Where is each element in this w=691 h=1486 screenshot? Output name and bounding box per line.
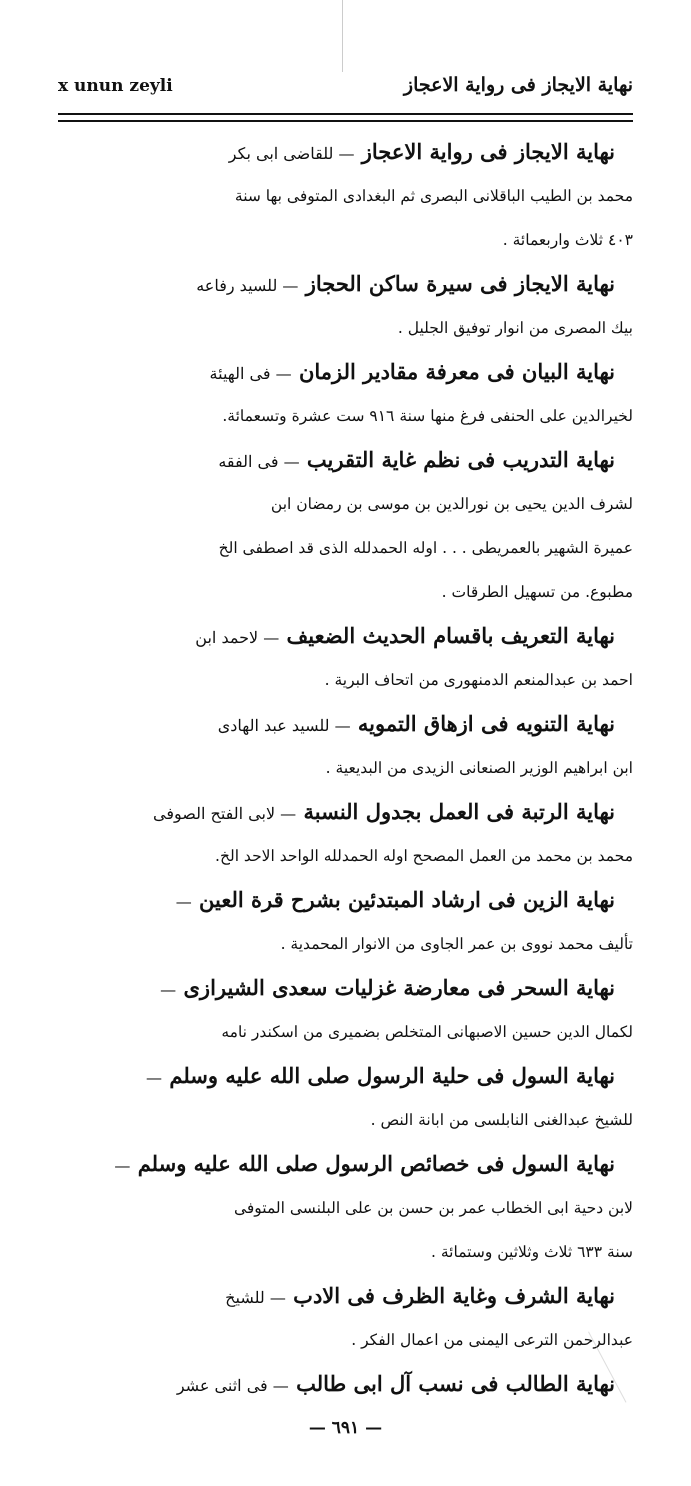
entry-attribution: — للقاضى ابى بكر xyxy=(228,144,355,163)
entry-title: نهاية التنويه فى ازهاق التمويه xyxy=(357,711,615,736)
entry-title: نهاية الايجاز فى رواية الاعجاز xyxy=(361,139,615,164)
entry-text-line: سنة ٦٣٣ ثلاث وثلاثين وستمائة . xyxy=(431,1243,633,1261)
entry-title-line xyxy=(58,350,633,394)
entry xyxy=(58,130,633,262)
running-header xyxy=(58,74,633,108)
entry-attribution: — xyxy=(160,980,177,999)
entry-text-line: لكمال الدين حسين الاصبهانى المتخلص بضميرى من اسكندر نامه xyxy=(221,1023,633,1041)
entry-attribution: — xyxy=(114,1156,131,1175)
entry-attribution: — فى الفقه xyxy=(218,452,300,471)
entry xyxy=(58,966,633,1054)
entry-attribution: — للشيخ xyxy=(225,1288,286,1307)
entry-text-line: لابن دحية ابى الخطاب عمر بن حسن بن على البلنسى المتوفى xyxy=(233,1199,633,1217)
entry-text-line: عبدالرحمن الترعى اليمنى من اعمال الفكر . xyxy=(351,1331,633,1349)
entry-text-line: محمد بن محمد من العمل المصحح اوله الحمدلله الواحد الاحد الخ. xyxy=(215,847,633,865)
entry-attribution: — xyxy=(146,1068,163,1087)
entry xyxy=(58,702,633,790)
entry-attribution: — لاحمد ابن xyxy=(195,628,280,647)
entry-title-line xyxy=(58,1362,633,1406)
entry-title-line xyxy=(58,614,633,658)
entry-title-line xyxy=(58,790,633,834)
entry-title: نهاية السول فى خصائص الرسول صلى الله عليه وسلم xyxy=(137,1151,615,1176)
entry-title: نهاية الطالب فى نسب آل ابى طالب xyxy=(296,1371,615,1396)
entry-text-line: عميرة الشهير بالعمريطى . . . اوله الحمدلله الذى قد اصطفى الخ xyxy=(218,539,633,557)
entry xyxy=(58,350,633,438)
entry-title-line xyxy=(58,1274,633,1318)
entry-text-line: للشيخ عبدالغنى النابلسى من ابانة النص . xyxy=(370,1111,633,1129)
entry-title-line xyxy=(58,1142,633,1186)
entry-title: نهاية التعريف باقسام الحديث الضعيف xyxy=(286,623,615,648)
header-rule-top xyxy=(58,113,633,115)
entry-title: نهاية الزين فى ارشاد المبتدئين بشرح قرة العين xyxy=(199,887,615,912)
entry-attribution: — للسيد عبد الهادى xyxy=(217,716,351,735)
binding-mark xyxy=(342,0,343,72)
entry-attribution: — فى الهيئة xyxy=(209,364,292,383)
entry-title: نهاية التدريب فى نظم غاية التقريب xyxy=(306,447,615,472)
entry-title-line xyxy=(58,1054,633,1098)
entry xyxy=(58,438,633,614)
entry-title: نهاية السحر فى معارضة غزليات سعدى الشيرازى xyxy=(183,975,615,1000)
entry-title: نهاية السول فى حلية الرسول صلى الله عليه وسلم xyxy=(169,1063,615,1088)
entry xyxy=(58,790,633,878)
entry-list xyxy=(58,130,633,1406)
entry xyxy=(58,1142,633,1274)
entry xyxy=(58,262,633,350)
entry-title-line xyxy=(58,262,633,306)
header-right-title: نهاية الايجاز فى رواية الاعجاز xyxy=(403,74,633,96)
entry-text-line: تأليف محمد نووى بن عمر الجاوى من الانوار المحمدية . xyxy=(280,935,633,953)
entry xyxy=(58,1362,633,1406)
entry-attribution: — لابى الفتح الصوفى xyxy=(152,804,297,823)
entry-title-line xyxy=(58,130,633,174)
entry-title: نهاية الرتبة فى العمل بجدول النسبة xyxy=(303,799,615,824)
entry-text-line: محمد بن الطيب الباقلانى البصرى ثم البغدادى المتوفى بها سنة xyxy=(234,187,633,205)
entry-attribution: — فى اثنى عشر xyxy=(176,1376,289,1395)
header-rule-bottom xyxy=(58,120,633,122)
entry-text-line: بيك المصرى من انوار توفيق الجليل . xyxy=(397,319,633,337)
entry xyxy=(58,878,633,966)
header-left-text: x unun zeyli xyxy=(58,76,173,96)
entry-text-line: ابن ابراهيم الوزير الصنعانى الزيدى من البديعية . xyxy=(325,759,633,777)
entry-title-line xyxy=(58,966,633,1010)
entry-attribution: — xyxy=(175,892,192,911)
entry-text-line: ٤٠٣ ثلاث واربعمائة . xyxy=(502,231,633,249)
entry-title-line xyxy=(58,438,633,482)
entry-title: نهاية الشرف وغاية الظرف فى الادب xyxy=(293,1283,615,1308)
entry-text-line: مطبوع. من تسهيل الطرقات . xyxy=(441,583,633,601)
entry-title-line xyxy=(58,878,633,922)
entry-title: نهاية البيان فى معرفة مقادير الزمان xyxy=(298,359,615,384)
entry xyxy=(58,1054,633,1142)
entry-text-line: لخيرالدين على الحنفى فرغ منها سنة ٩١٦ ست عشرة وتسعمائة. xyxy=(222,407,633,425)
entry xyxy=(58,614,633,702)
page-number: — ٦٩١ — xyxy=(308,1418,383,1438)
entry-title-line xyxy=(58,702,633,746)
entry xyxy=(58,1274,633,1362)
entry-title: نهاية الايجاز فى سيرة ساكن الحجاز xyxy=(305,271,615,296)
entry-attribution: — للسيد رفاعه xyxy=(196,276,299,295)
entry-text-line: لشرف الدين يحيى بن نورالدين بن موسى بن رمضان ابن xyxy=(270,495,633,513)
entry-text-line: احمد بن عبدالمنعم الدمنهورى من اتحاف البرية . xyxy=(324,671,633,689)
